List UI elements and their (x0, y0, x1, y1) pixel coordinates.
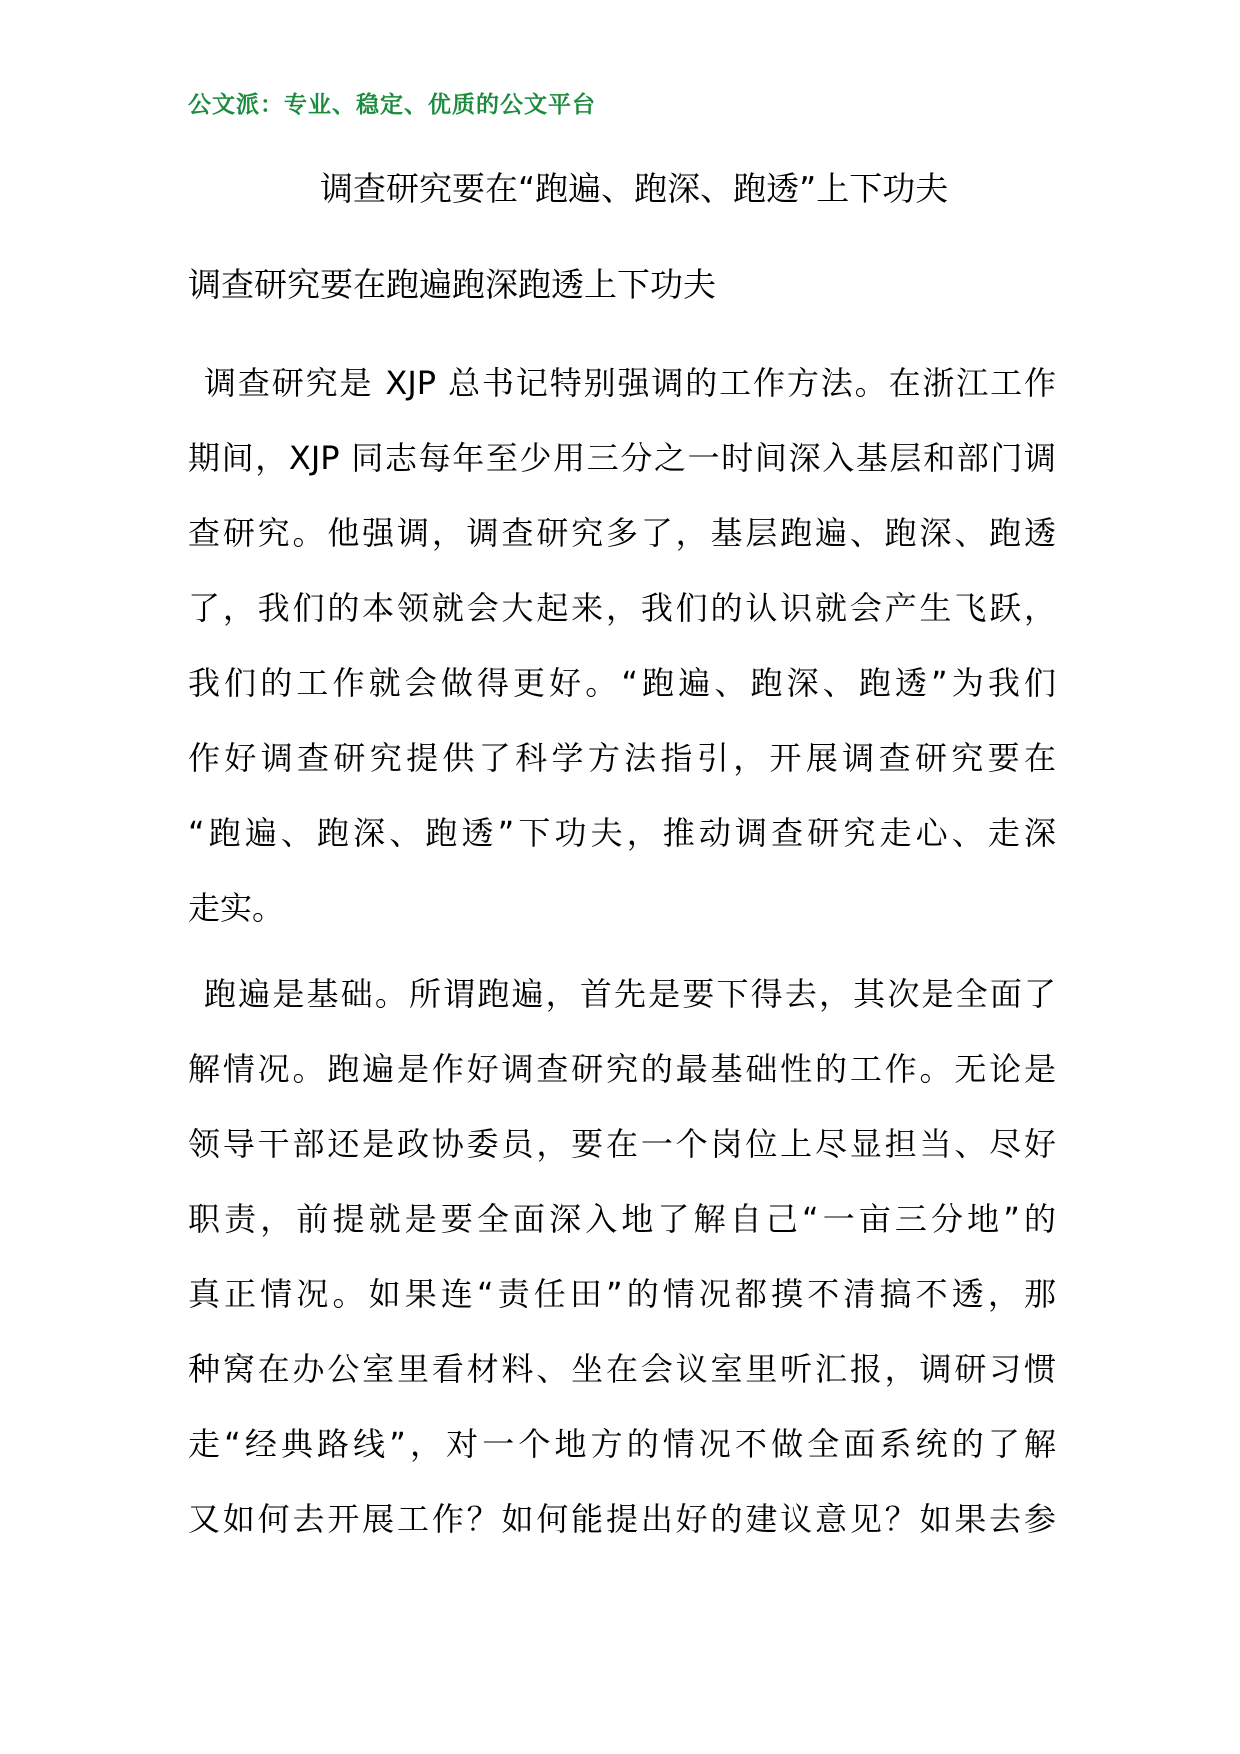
paragraph-line: 了，我们的本领就会大起来，我们的认识就会产生飞跃， (188, 589, 1056, 627)
body-paragraph-2 (188, 957, 1056, 1557)
paragraph-line: 领导干部还是政协委员，要在一个岗位上尽显担当、尽好 (188, 1125, 1056, 1163)
document-title: 调查研究要在“跑遍、跑深、跑透”上下功夫 (320, 169, 949, 208)
paragraph-line: 走“经典路线”，对一个地方的情况不做全面系统的了解 (188, 1425, 1056, 1463)
paragraph-line: 职责，前提就是要全面深入地了解自己“一亩三分地”的 (188, 1200, 1056, 1238)
paragraph-line: 真正情况。如果连“责任田”的情况都摸不清搞不透，那 (188, 1275, 1056, 1313)
paragraph-line: 走实。 (188, 889, 285, 927)
paragraph-line: 作好调查研究提供了科学方法指引，开展调查研究要在 (188, 739, 1056, 777)
platform-header: 公文派：专业、稳定、优质的公文平台 (188, 91, 596, 118)
paragraph-line: 解情况。跑遍是作好调查研究的最基础性的工作。无论是 (188, 1050, 1056, 1088)
paragraph-line: 期间，XJP 同志每年至少用三分之一时间深入基层和部门调 (188, 439, 1056, 477)
paragraph-line: 种窝在办公室里看材料、坐在会议室里听汇报，调研习惯 (188, 1350, 1056, 1388)
document-subtitle: 调查研究要在跑遍跑深跑透上下功夫 (188, 265, 716, 304)
body-paragraph-1 (188, 346, 1056, 946)
paragraph-line: 我们的工作就会做得更好。“跑遍、跑深、跑透”为我们 (188, 664, 1056, 702)
paragraph-line: 查研究。他强调，调查研究多了，基层跑遍、跑深、跑透 (188, 514, 1056, 552)
paragraph-line: 调查研究是 XJP 总书记特别强调的工作方法。在浙江工作 (204, 364, 1056, 402)
paragraph-line: 跑遍是基础。所谓跑遍，首先是要下得去，其次是全面了 (204, 975, 1056, 1013)
paragraph-line: “跑遍、跑深、跑透”下功夫，推动调查研究走心、走深 (188, 814, 1056, 852)
paragraph-line: 又如何去开展工作？如何能提出好的建议意见？如果去参 (188, 1500, 1056, 1538)
